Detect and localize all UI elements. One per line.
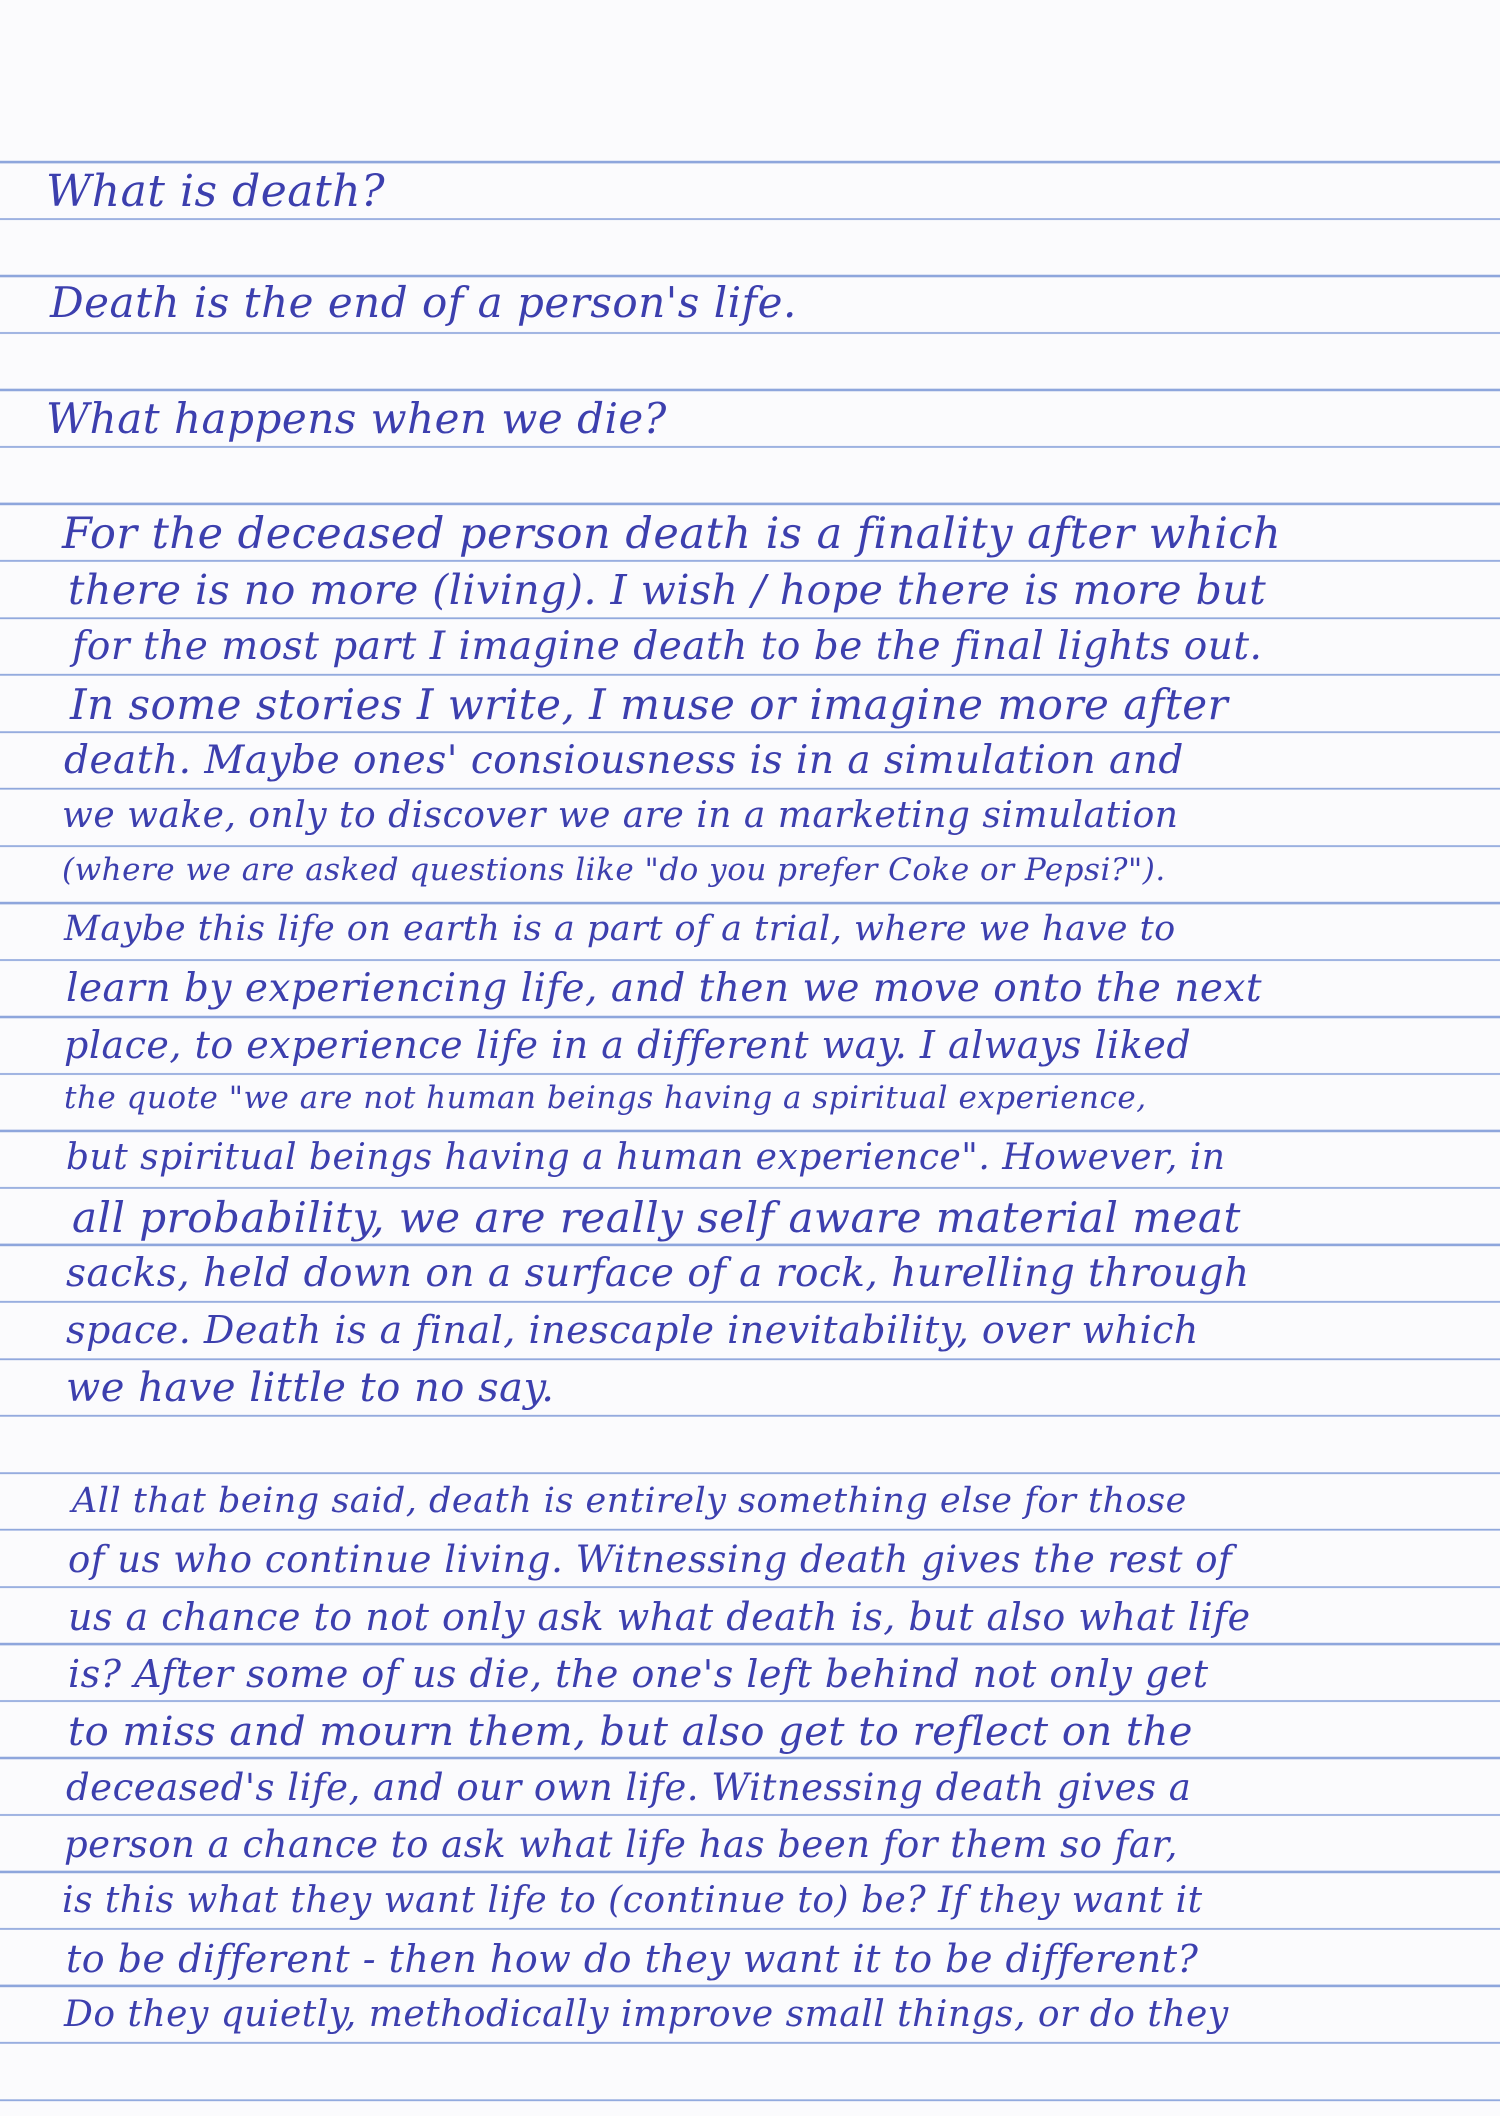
paragraph-1-line: but spiritual beings having a human experience". However, in [66, 1137, 1226, 1178]
paragraph-2-line: to be different - then how do they want it to be different? [66, 1937, 1199, 1981]
paragraph-1-line: In some stories I write, I muse or imagine more after [70, 680, 1229, 729]
paragraph-2-line: Do they quietly, methodically improve small things, or do they [64, 1994, 1229, 2035]
paragraph-1-line: place, to experience life in a different way. I always liked [64, 1023, 1192, 1067]
paragraph-2-line: to miss and mourn them, but also get to reflect on the [68, 1709, 1193, 1755]
paragraph-1-line: learn by experiencing life, and then we move onto the next [66, 966, 1263, 1011]
paragraph-1-line: for the most part I imagine death to be the final lights out. [72, 624, 1263, 669]
paragraph-1-line: there is no more (living). I wish / hope there is more but [68, 566, 1267, 614]
paragraph-1-line: the quote "we are not human beings having a spiritual experience, [64, 1080, 1147, 1116]
paragraph-1-line: For the deceased person death is a finality after which [62, 509, 1282, 559]
paragraph-1-line: Maybe this life on earth is a part of a trial, where we have to [64, 909, 1176, 949]
paragraph-1-line: all probability, we are really self aware material meat [72, 1193, 1241, 1242]
paragraph-1-line: (where we are asked questions like "do you prefer Coke or Pepsi?"). [62, 852, 1166, 888]
paragraph-2-line: deceased's life, and our own life. Witnessing death gives a [66, 1766, 1192, 1809]
question-what-happens: What happens when we die? [46, 394, 667, 443]
paragraph-1-line: sacks, held down on a surface of a rock, hurelling through [66, 1251, 1250, 1296]
paragraph-1-line: we have little to no say. [66, 1365, 555, 1411]
paragraph-2-line: is? After some of us die, the one's left behind not only get [68, 1652, 1209, 1696]
answer-death-definition: Death is the end of a person's life. [50, 278, 797, 327]
question-what-is-death: What is death? [46, 166, 386, 217]
paragraph-1-line: death. Maybe ones' consiousness is in a simulation and [64, 738, 1184, 783]
paragraph-2-line: us a chance to not only ask what death is, but also what life [68, 1595, 1251, 1639]
paragraph-2-line: is this what they want life to (continue to) be? If they want it [62, 1880, 1203, 1921]
paragraph-2-line: of us who continue living. Witnessing death gives the rest of [68, 1538, 1233, 1581]
paragraph-2-line: All that being said, death is entirely something else for those [72, 1481, 1187, 1521]
paragraph-1-line: we wake, only to discover we are in a marketing simulation [62, 795, 1179, 836]
paragraph-1-line: space. Death is a final, inescaple inevitability, over which [66, 1308, 1199, 1352]
paragraph-2-line: person a chance to ask what life has been for them so far, [64, 1823, 1178, 1866]
